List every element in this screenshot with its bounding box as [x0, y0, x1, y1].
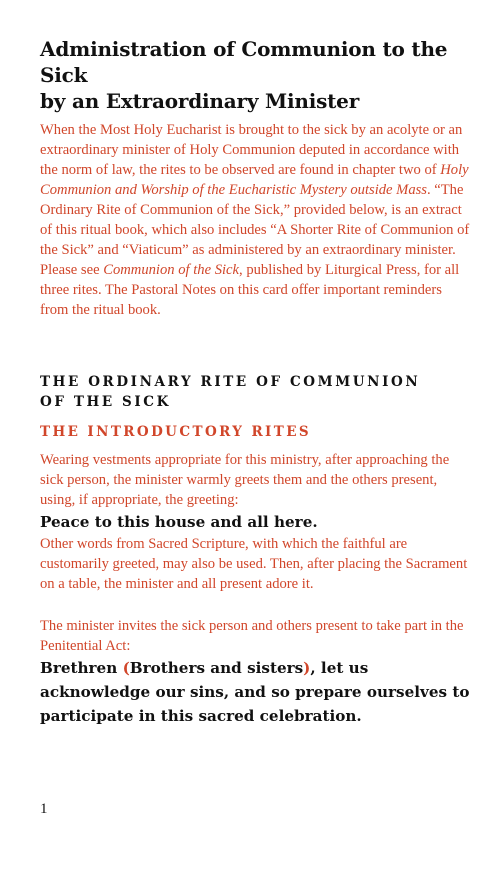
rubric-scripture-adoration: Other words from Sacred Scripture, with which the faithful are customarily greeted, may also be used. Then, after placing the Sacrament on a table, the minister and all present adore it. [40, 536, 468, 592]
invitation-start: Brethren [40, 659, 123, 677]
intro-book-title-1: Holy Communion and Worship of the Eucharistic Mystery outside Mass [40, 162, 469, 198]
page-number: 1 [40, 801, 48, 817]
section-heading [40, 372, 470, 412]
document-page [40, 36, 470, 728]
intro-text-2: . “The Ordinary Rite of Communion of the Sick,” provided below, is an extract of this ritual book, which also includes “A Shorter Rite of Communion of the Sick” and “Viaticum” as administered by an extraordinary minister. Please see [40, 182, 470, 278]
greeting-text: Peace to this house and all here. [40, 513, 318, 531]
invitation-rest: , let us acknowledge our sins, and so prepare ourselves to participate in this sacred celebration. [40, 659, 470, 725]
title-line-1: Administration of Communion to the Sick [40, 37, 448, 87]
rubric-greeting-instruction: Wearing vestments appropriate for this ministry, after approaching the sick person, the minister warmly greets them and the others present, using, if appropriate, the greeting: [40, 452, 450, 508]
invitation-paren-open: ( [122, 659, 130, 677]
title-line-2: by an Extraordinary Minister [40, 89, 360, 113]
intro-book-title-2: Communion of the Sick [103, 262, 240, 278]
intro-paragraph [40, 120, 470, 320]
document-title [40, 36, 470, 114]
penitential-invitation-text [40, 656, 470, 728]
invitation-paren-close: ) [303, 659, 311, 677]
section-heading-line-1: THE ORDINARY RITE OF COMMUNION [40, 374, 421, 390]
intro-text-3: , published by Liturgical Press, for all three rites. The Pastoral Notes on this card offer important reminders from the ritual book. [40, 262, 460, 318]
invitation-alternative: Brothers and sisters [129, 659, 304, 677]
section-heading-line-2: OF THE SICK [40, 394, 171, 410]
spacer [40, 594, 470, 616]
rubric-penitential-invitation: The minister invites the sick person and others present to take part in the Penitential Act: [40, 618, 464, 654]
subsection-heading: THE INTRODUCTORY RITES [40, 424, 312, 440]
intro-text-1: When the Most Holy Eucharist is brought to the sick by an acolyte or an extraordinary minister of Holy Communion deputed in accordance with the norm of law, the rites to be observed are found in chapter two of [40, 122, 463, 178]
